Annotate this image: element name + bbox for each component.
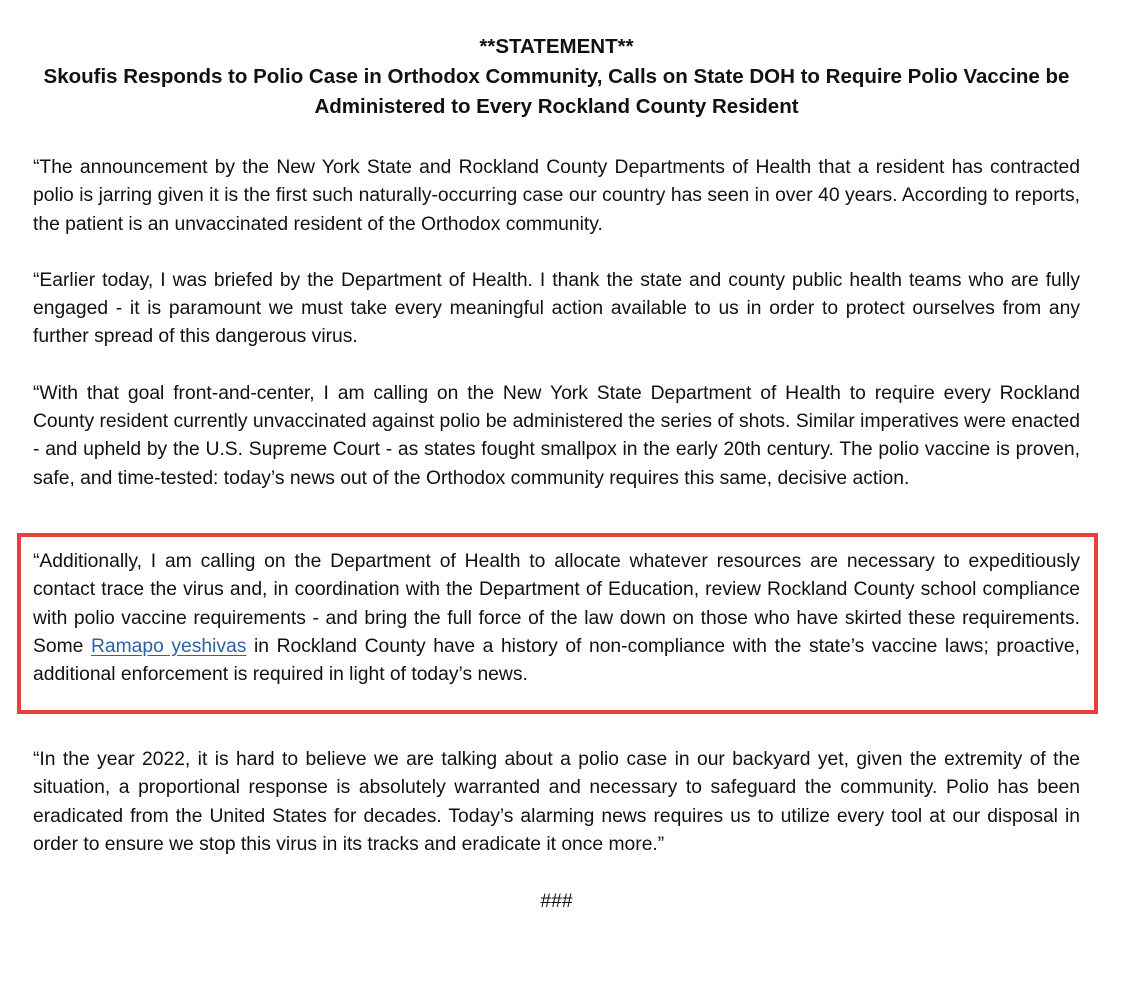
paragraph-enforcement-text-end: in Rockland County have a history of non-compliance with the state’s vaccine laws; proactive, additional enforcement is required in light of today’s news. <box>33 635 1080 686</box>
paragraph-enforcement-text-start: “Additionally, I am calling on the Department of Health to allocate whatever resources are necessary to expeditiously contact trace the virus and, in coordination with the Department of Education, review Rockland County school compliance with polio vaccine requirements - and bring the full force of the law down on those who have skirted these requirements. Some <box>33 551 1080 657</box>
paragraph-closing: “In the year 2022, it is hard to believe we are talking about a polio case in our backyard yet, given the extremity of the situation, a proportional response is absolutely warranted and necessary to safeguard the community. Polio has been eradicated from the United States for decades. Today’s alarming news requires us to utilize every tool at our disposal in order to ensure we stop this virus in its tracks and eradicate it once more.” <box>33 749 1080 855</box>
paragraph-briefing: “Earlier today, I was briefed by the Department of Health. I thank the state and county public health teams who are fully engaged - it is paramount we must take every meaningful action available to us in order to protect ourselves from any further spread of this dangerous virus. <box>33 269 1080 348</box>
highlight-box <box>17 533 1098 714</box>
press-release-document <box>33 33 1080 912</box>
statement-label: **STATEMENT** <box>479 35 634 58</box>
end-mark: ### <box>540 891 573 912</box>
page-title: Skoufis Responds to Polio Case in Orthodox Community, Calls on State DOH to Require Polio Vaccine be Administered to Every Rockland County Resident <box>43 65 1070 118</box>
ramapo-yeshivas-link[interactable]: Ramapo yeshivas <box>90 635 247 657</box>
paragraph-vaccine-requirement: “With that goal front-and-center, I am calling on the New York State Department of Health to require every Rockland County resident currently unvaccinated against polio be administered the series of shots. Similar imperatives were enacted - and upheld by the U.S. Supreme Court - as states fought smallpox in the early 20th century. The polio vaccine is proven, safe, and time-tested: today’s news out of the Orthodox community requires this same, decisive action. <box>33 382 1080 489</box>
paragraph-announcement: “The announcement by the New York State and Rockland County Departments of Health that a resident has contracted polio is jarring given it is the first such naturally-occurring case our country has seen in over 40 years. According to reports, the patient is an unvaccinated resident of the Orthodox community. <box>33 157 1080 235</box>
